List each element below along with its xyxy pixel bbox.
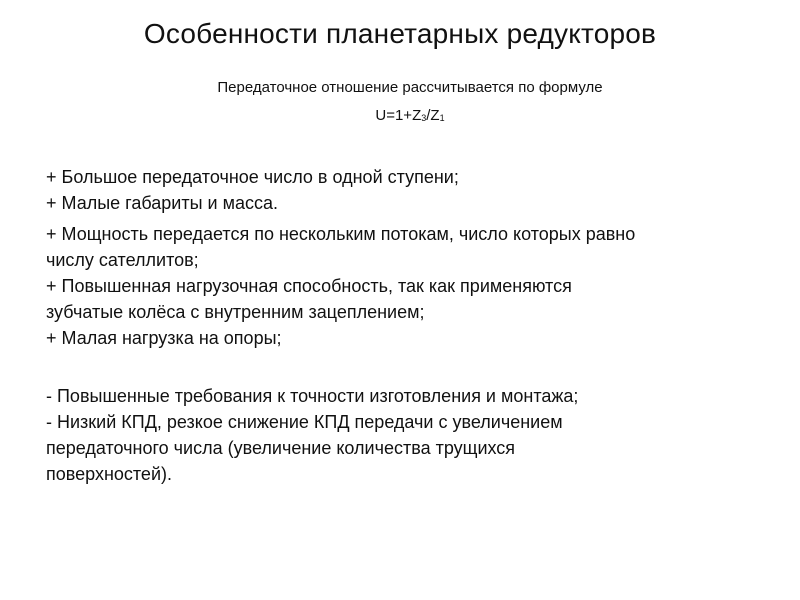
list-item: + Повышенная нагрузочная способность, так как применяются [46,276,572,296]
list-item: + Мощность передается по нескольким потокам, число которых равно [46,224,636,244]
list-item: + Малая нагрузка на опоры; [46,328,282,348]
formula-prefix: U=1+Z [375,107,422,124]
list-item: - Низкий КПД, резкое снижение КПД передачи с увеличением [46,412,563,432]
list-item: зубчатые колёса с внутренним зацеплением; [46,302,425,322]
disadvantages-list [46,383,776,487]
slide-title: Особенности планетарных редукторов [143,18,657,49]
gear-ratio-formula [0,107,800,124]
list-item: + Большое передаточное число в одной ступени; [46,167,459,187]
list-item: поверхностей). [46,464,172,484]
list-item: передаточного числа (увеличение количества трущихся [46,438,516,458]
formula-subscript-3: 3 [421,113,427,123]
list-item: - Повышенные требования к точности изготовления и монтажа; [46,386,579,406]
list-item: числу сателлитов; [46,250,199,270]
advantages-list-1 [46,164,776,216]
formula-intro-text: Передаточное отношение рассчитывается по формуле [217,79,603,96]
advantages-list-2 [46,221,776,351]
formula-subscript-1: 1 [439,113,445,123]
list-item: + Малые габариты и масса. [46,193,278,213]
formula-middle: /Z [426,107,440,124]
